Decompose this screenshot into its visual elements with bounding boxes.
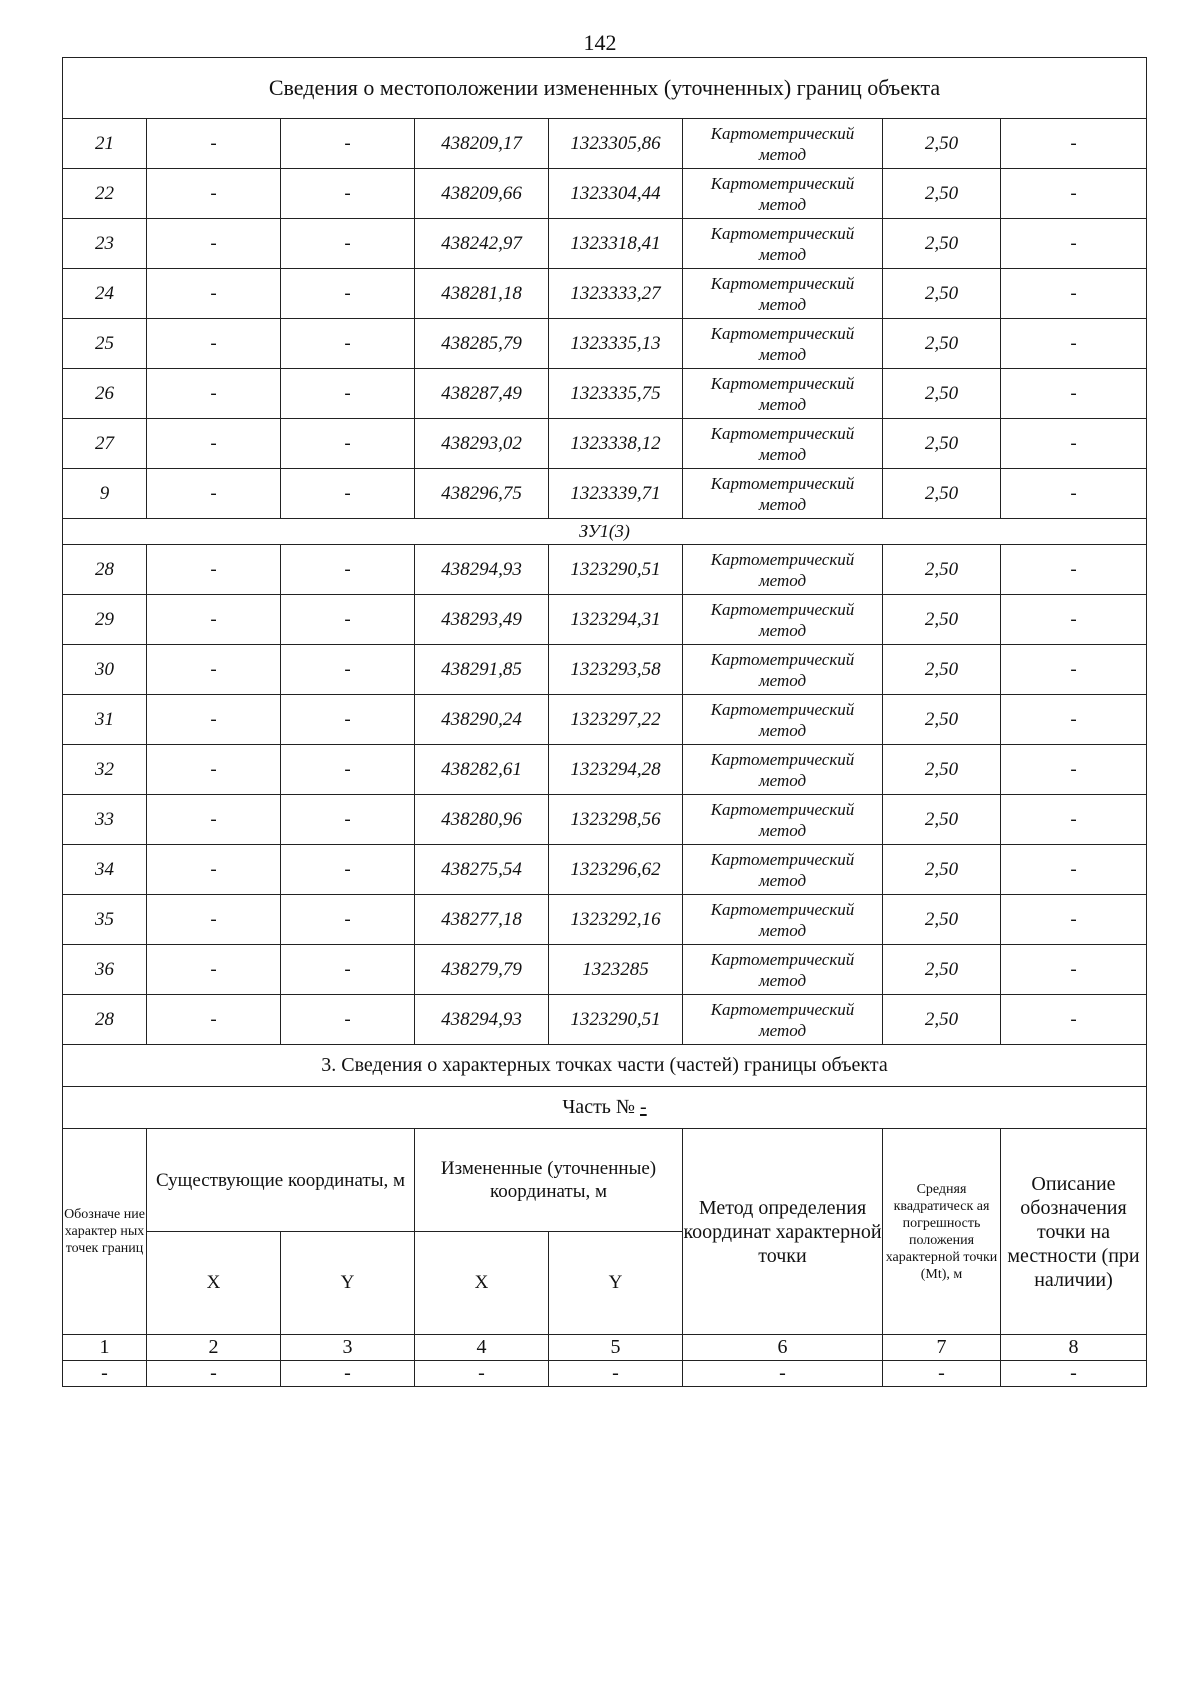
method-line-2: метод — [758, 620, 807, 640]
header-mt: Средняя квадратическ ая погрешность положения характерной точки (Mt), м — [883, 1129, 1001, 1335]
table-row — [63, 595, 1147, 645]
method-line-1: Картометрический — [710, 849, 855, 869]
empty-cell: - — [281, 1361, 415, 1387]
header-row-top — [63, 1129, 1147, 1232]
column-number-cell: 2 — [147, 1335, 281, 1361]
changed-x-cell: 438293,49 — [415, 595, 549, 645]
table-row — [63, 745, 1147, 795]
method-line-1: Картометрический — [710, 273, 855, 293]
method-line-1: Картометрический — [710, 649, 855, 669]
method-line-2: метод — [758, 394, 807, 414]
description-cell: - — [1001, 419, 1147, 469]
header-changed-coords: Измененные (уточненные) координаты, м — [415, 1129, 683, 1232]
point-name-cell: 36 — [63, 945, 147, 995]
mt-cell: 2,50 — [883, 319, 1001, 369]
mt-cell: 2,50 — [883, 995, 1001, 1045]
method-line-1: Картометрический — [710, 473, 855, 493]
method-line-2: метод — [758, 770, 807, 790]
mt-cell: 2,50 — [883, 745, 1001, 795]
table-row — [63, 269, 1147, 319]
existing-x-cell: - — [147, 269, 281, 319]
changed-x-cell: 438275,54 — [415, 845, 549, 895]
method-line-1: Картометрический — [710, 423, 855, 443]
description-cell: - — [1001, 219, 1147, 269]
changed-y-cell: 1323290,51 — [549, 545, 683, 595]
description-cell: - — [1001, 595, 1147, 645]
method-line-1: Картометрический — [710, 173, 855, 193]
existing-y-cell: - — [281, 119, 415, 169]
method-line-2: метод — [758, 1020, 807, 1040]
table-row — [63, 995, 1147, 1045]
changed-y-cell: 1323292,16 — [549, 895, 683, 945]
existing-y-cell: - — [281, 895, 415, 945]
changed-x-cell: 438209,17 — [415, 119, 549, 169]
point-name-cell: 35 — [63, 895, 147, 945]
section-label: ЗУ1(3) — [63, 519, 1147, 545]
existing-y-cell: - — [281, 795, 415, 845]
existing-y-cell: - — [281, 845, 415, 895]
table-title: Сведения о местоположении измененных (уточненных) границ объекта — [63, 58, 1147, 119]
description-cell: - — [1001, 545, 1147, 595]
method-line-2: метод — [758, 244, 807, 264]
table-row — [63, 545, 1147, 595]
point-name-cell: 24 — [63, 269, 147, 319]
method-line-1: Картометрический — [710, 549, 855, 569]
existing-x-cell: - — [147, 845, 281, 895]
boundary-points-table — [62, 57, 1147, 1387]
header-changed-y: Y — [549, 1232, 683, 1335]
method-line-1: Картометрический — [710, 899, 855, 919]
mt-cell: 2,50 — [883, 169, 1001, 219]
table-row — [63, 219, 1147, 269]
changed-x-cell: 438281,18 — [415, 269, 549, 319]
existing-y-cell: - — [281, 419, 415, 469]
method-cell — [683, 995, 883, 1045]
method-cell — [683, 369, 883, 419]
existing-x-cell: - — [147, 545, 281, 595]
changed-y-cell: 1323294,31 — [549, 595, 683, 645]
header-existing-x: X — [147, 1232, 281, 1335]
method-line-2: метод — [758, 820, 807, 840]
existing-x-cell: - — [147, 795, 281, 845]
section3-title-row — [63, 1045, 1147, 1087]
description-cell: - — [1001, 845, 1147, 895]
description-cell: - — [1001, 119, 1147, 169]
description-cell: - — [1001, 995, 1147, 1045]
method-cell — [683, 545, 883, 595]
existing-x-cell: - — [147, 595, 281, 645]
changed-x-cell: 438291,85 — [415, 645, 549, 695]
table-row — [63, 319, 1147, 369]
existing-y-cell: - — [281, 945, 415, 995]
changed-x-cell: 438294,93 — [415, 545, 549, 595]
mt-cell: 2,50 — [883, 269, 1001, 319]
method-line-1: Картометрический — [710, 999, 855, 1019]
changed-x-cell: 438293,02 — [415, 419, 549, 469]
mt-cell: 2,50 — [883, 219, 1001, 269]
mt-cell: 2,50 — [883, 595, 1001, 645]
changed-y-cell: 1323296,62 — [549, 845, 683, 895]
existing-x-cell: - — [147, 119, 281, 169]
mt-cell: 2,50 — [883, 945, 1001, 995]
changed-x-cell: 438296,75 — [415, 469, 549, 519]
existing-y-cell: - — [281, 645, 415, 695]
method-line-1: Картометрический — [710, 699, 855, 719]
method-line-1: Картометрический — [710, 949, 855, 969]
method-line-1: Картометрический — [710, 373, 855, 393]
part-row — [63, 1087, 1147, 1129]
existing-y-cell: - — [281, 319, 415, 369]
table-row — [63, 695, 1147, 745]
method-line-2: метод — [758, 494, 807, 514]
point-name-cell: 31 — [63, 695, 147, 745]
column-number-cell: 8 — [1001, 1335, 1147, 1361]
method-line-2: метод — [758, 670, 807, 690]
existing-x-cell: - — [147, 469, 281, 519]
existing-y-cell: - — [281, 545, 415, 595]
group2-rows — [63, 545, 1147, 1045]
method-cell — [683, 945, 883, 995]
mt-cell: 2,50 — [883, 645, 1001, 695]
empty-cell: - — [147, 1361, 281, 1387]
method-cell — [683, 895, 883, 945]
part-value: - — [640, 1096, 647, 1118]
changed-y-cell: 1323294,28 — [549, 745, 683, 795]
header-existing-y: Y — [281, 1232, 415, 1335]
method-cell — [683, 595, 883, 645]
method-line-1: Картометрический — [710, 799, 855, 819]
description-cell: - — [1001, 319, 1147, 369]
mt-cell: 2,50 — [883, 369, 1001, 419]
method-cell — [683, 795, 883, 845]
mt-cell: 2,50 — [883, 695, 1001, 745]
column-number-cell: 6 — [683, 1335, 883, 1361]
changed-x-cell: 438277,18 — [415, 895, 549, 945]
changed-y-cell: 1323335,75 — [549, 369, 683, 419]
method-line-2: метод — [758, 294, 807, 314]
empty-cell: - — [1001, 1361, 1147, 1387]
changed-x-cell: 438279,79 — [415, 945, 549, 995]
method-line-1: Картометрический — [710, 749, 855, 769]
header-point-name: Обозначе ние характер ных точек границ — [63, 1129, 147, 1335]
existing-y-cell: - — [281, 995, 415, 1045]
description-cell: - — [1001, 895, 1147, 945]
point-name-cell: 26 — [63, 369, 147, 419]
column-number-cell: 5 — [549, 1335, 683, 1361]
point-name-cell: 28 — [63, 995, 147, 1045]
existing-y-cell: - — [281, 169, 415, 219]
table-row — [63, 469, 1147, 519]
section3-title: 3. Сведения о характерных точках части (частей) границы объекта — [63, 1045, 1147, 1087]
existing-y-cell: - — [281, 369, 415, 419]
table-row — [63, 895, 1147, 945]
point-name-cell: 25 — [63, 319, 147, 369]
header-changed-x: X — [415, 1232, 549, 1335]
existing-x-cell: - — [147, 645, 281, 695]
empty-cell: - — [415, 1361, 549, 1387]
method-line-2: метод — [758, 920, 807, 940]
column-number-cell: 1 — [63, 1335, 147, 1361]
existing-y-cell: - — [281, 469, 415, 519]
existing-x-cell: - — [147, 745, 281, 795]
description-cell: - — [1001, 645, 1147, 695]
table-row — [63, 945, 1147, 995]
method-line-2: метод — [758, 570, 807, 590]
existing-x-cell: - — [147, 695, 281, 745]
changed-x-cell: 438280,96 — [415, 795, 549, 845]
description-cell: - — [1001, 945, 1147, 995]
changed-x-cell: 438294,93 — [415, 995, 549, 1045]
existing-y-cell: - — [281, 695, 415, 745]
mt-cell: 2,50 — [883, 545, 1001, 595]
point-name-cell: 21 — [63, 119, 147, 169]
header-existing-coords: Существующие координаты, м — [147, 1129, 415, 1232]
mt-cell: 2,50 — [883, 845, 1001, 895]
mt-cell: 2,50 — [883, 419, 1001, 469]
empty-cell: - — [883, 1361, 1001, 1387]
point-name-cell: 32 — [63, 745, 147, 795]
changed-y-cell: 1323298,56 — [549, 795, 683, 845]
changed-y-cell: 1323293,58 — [549, 645, 683, 695]
empty-cell: - — [63, 1361, 147, 1387]
method-cell — [683, 845, 883, 895]
description-cell: - — [1001, 269, 1147, 319]
changed-y-cell: 1323338,12 — [549, 419, 683, 469]
table-row — [63, 645, 1147, 695]
existing-x-cell: - — [147, 369, 281, 419]
method-cell — [683, 219, 883, 269]
description-cell: - — [1001, 795, 1147, 845]
existing-x-cell: - — [147, 895, 281, 945]
changed-y-cell: 1323297,22 — [549, 695, 683, 745]
mt-cell: 2,50 — [883, 469, 1001, 519]
header-method: Метод определения координат характерной точки — [683, 1129, 883, 1335]
method-line-2: метод — [758, 970, 807, 990]
empty-cell: - — [549, 1361, 683, 1387]
method-line-2: метод — [758, 194, 807, 214]
existing-y-cell: - — [281, 745, 415, 795]
part-label: Часть № — [562, 1096, 636, 1118]
column-numbers-row — [63, 1335, 1147, 1361]
changed-y-cell: 1323339,71 — [549, 469, 683, 519]
section-label-row — [63, 519, 1147, 545]
existing-y-cell: - — [281, 219, 415, 269]
method-line-1: Картометрический — [710, 223, 855, 243]
method-line-1: Картометрический — [710, 599, 855, 619]
existing-x-cell: - — [147, 319, 281, 369]
description-cell: - — [1001, 695, 1147, 745]
method-cell — [683, 169, 883, 219]
point-name-cell: 29 — [63, 595, 147, 645]
changed-x-cell: 438242,97 — [415, 219, 549, 269]
point-name-cell: 28 — [63, 545, 147, 595]
changed-y-cell: 1323285 — [549, 945, 683, 995]
method-line-2: метод — [758, 870, 807, 890]
column-number-cell: 7 — [883, 1335, 1001, 1361]
method-line-1: Картометрический — [710, 323, 855, 343]
changed-y-cell: 1323333,27 — [549, 269, 683, 319]
empty-cell: - — [683, 1361, 883, 1387]
changed-x-cell: 438209,66 — [415, 169, 549, 219]
table-row — [63, 119, 1147, 169]
table-title-row — [63, 58, 1147, 119]
table-row — [63, 845, 1147, 895]
method-cell — [683, 119, 883, 169]
existing-x-cell: - — [147, 419, 281, 469]
description-cell: - — [1001, 469, 1147, 519]
part-cell — [63, 1087, 1147, 1129]
column-number-cell: 4 — [415, 1335, 549, 1361]
existing-x-cell: - — [147, 219, 281, 269]
empty-data-row — [63, 1361, 1147, 1387]
point-name-cell: 23 — [63, 219, 147, 269]
method-cell — [683, 269, 883, 319]
changed-y-cell: 1323318,41 — [549, 219, 683, 269]
changed-x-cell: 438290,24 — [415, 695, 549, 745]
method-line-2: метод — [758, 344, 807, 364]
changed-y-cell: 1323305,86 — [549, 119, 683, 169]
existing-x-cell: - — [147, 169, 281, 219]
changed-x-cell: 438287,49 — [415, 369, 549, 419]
existing-x-cell: - — [147, 945, 281, 995]
method-cell — [683, 645, 883, 695]
method-cell — [683, 469, 883, 519]
table-row — [63, 419, 1147, 469]
changed-y-cell: 1323335,13 — [549, 319, 683, 369]
description-cell: - — [1001, 745, 1147, 795]
table-row — [63, 169, 1147, 219]
point-name-cell: 34 — [63, 845, 147, 895]
point-name-cell: 27 — [63, 419, 147, 469]
method-line-2: метод — [758, 144, 807, 164]
method-line-2: метод — [758, 444, 807, 464]
method-line-2: метод — [758, 720, 807, 740]
point-name-cell: 30 — [63, 645, 147, 695]
method-cell — [683, 695, 883, 745]
changed-x-cell: 438285,79 — [415, 319, 549, 369]
description-cell: - — [1001, 369, 1147, 419]
page-number: 142 — [583, 30, 617, 55]
existing-y-cell: - — [281, 269, 415, 319]
description-cell: - — [1001, 169, 1147, 219]
point-name-cell: 33 — [63, 795, 147, 845]
changed-y-cell: 1323290,51 — [549, 995, 683, 1045]
table-row — [63, 369, 1147, 419]
mt-cell: 2,50 — [883, 795, 1001, 845]
method-line-1: Картометрический — [710, 123, 855, 143]
mt-cell: 2,50 — [883, 119, 1001, 169]
mt-cell: 2,50 — [883, 895, 1001, 945]
changed-x-cell: 438282,61 — [415, 745, 549, 795]
method-cell — [683, 319, 883, 369]
point-name-cell: 9 — [63, 469, 147, 519]
method-cell — [683, 419, 883, 469]
method-cell — [683, 745, 883, 795]
changed-y-cell: 1323304,44 — [549, 169, 683, 219]
column-number-cell: 3 — [281, 1335, 415, 1361]
group1-rows — [63, 119, 1147, 519]
point-name-cell: 22 — [63, 169, 147, 219]
table-row — [63, 795, 1147, 845]
existing-x-cell: - — [147, 995, 281, 1045]
header-description: Описание обозначения точки на местности (при наличии) — [1001, 1129, 1147, 1335]
existing-y-cell: - — [281, 595, 415, 645]
